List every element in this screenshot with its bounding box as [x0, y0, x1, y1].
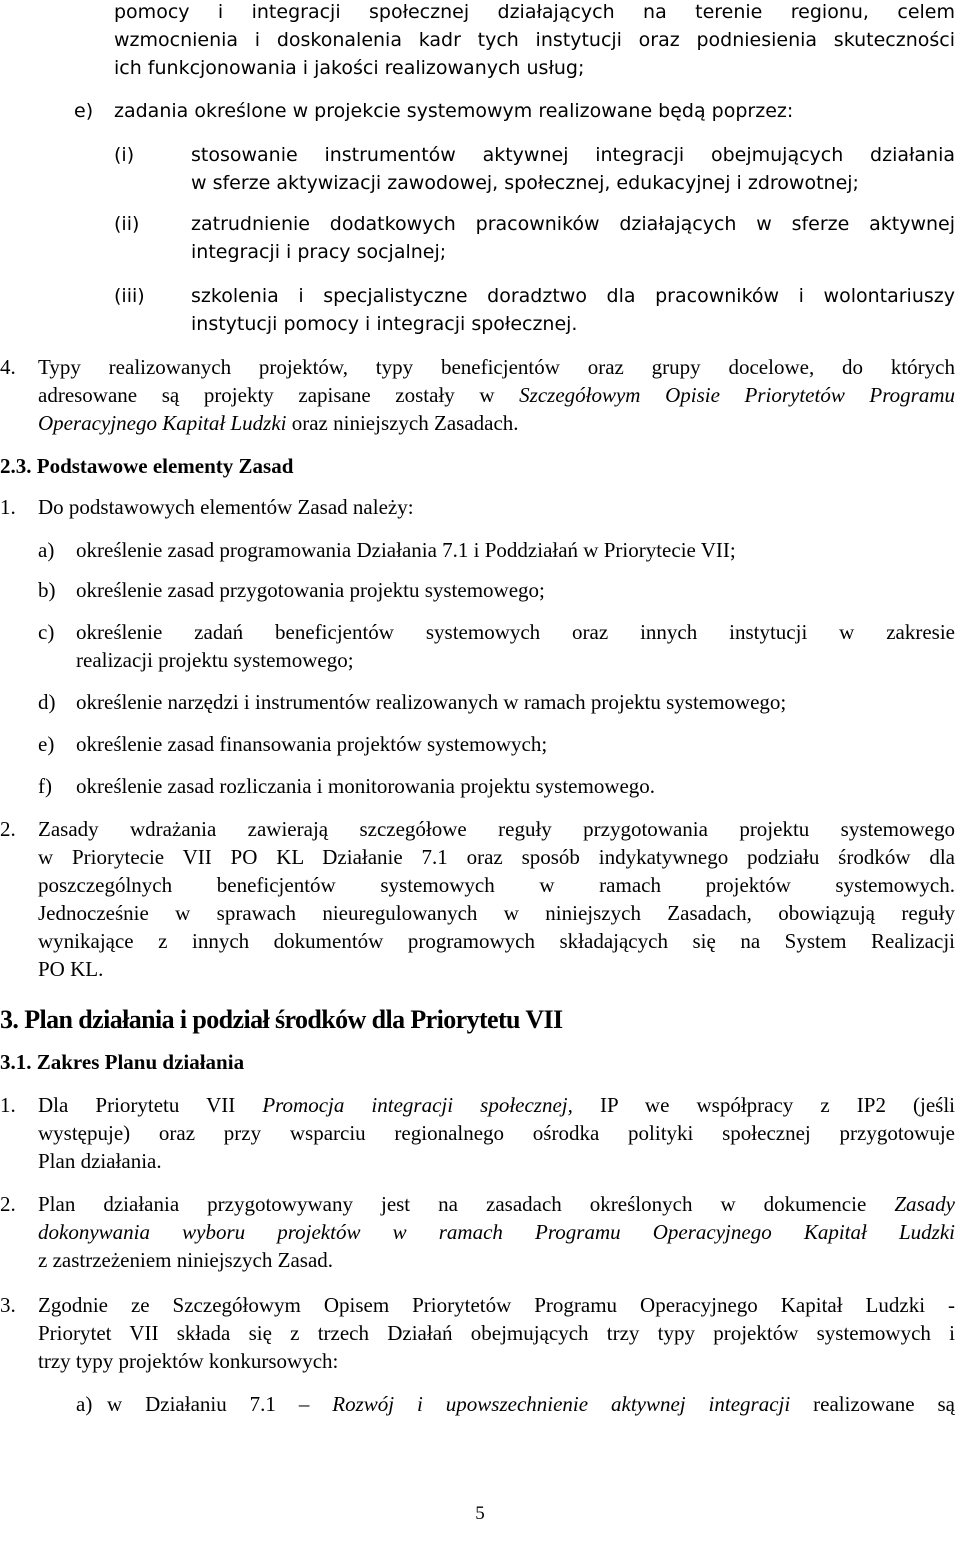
- section-2-3-heading: 2.3. Podstawowe elementy Zasad: [0, 454, 294, 478]
- subitem-i-line-2: w sferze aktywizacji zawodowej, społecznej, edukacyjnej i zdrowotnej;: [191, 172, 859, 194]
- s23-item-b-label: b): [38, 578, 56, 602]
- s31-p3-text: [38, 1291, 955, 1375]
- s23-item-f-text: określenie zasad rozliczania i monitorowania projektu systemowego.: [76, 774, 656, 798]
- s23-item-c-text: [76, 618, 955, 674]
- top-paragraph: [114, 0, 955, 82]
- s31-p3-line-2: Priorytet VII składa się z trzech Działań obejmujących trzy typy projektów systemowych i: [38, 1321, 955, 1345]
- s31-item-a-text: [107, 1390, 955, 1418]
- s23-item-c-line-2: realizacji projektu systemowego;: [76, 648, 354, 672]
- s31-p1-line-2: występuje) oraz przy wsparciu regionalnego ośrodka polityki społecznej przygotowuje: [38, 1121, 955, 1145]
- s31-p3-label: 3.: [0, 1293, 16, 1317]
- point-4-line-3: Operacyjnego Kapitał Ludzki oraz niniejszych Zasadach.: [38, 411, 519, 435]
- s23-item-c-line-1: określenie zadań beneficjentów systemowych oraz innych instytucji w zakresie: [76, 620, 955, 644]
- s31-p2-label: 2.: [0, 1192, 16, 1216]
- s23-p2-line-2: w Priorytecie VII PO KL Działanie 7.1 oraz sposób indykatywnego podziału środków dla: [38, 845, 955, 869]
- s23-item-b-text: określenie zasad przygotowania projektu systemowego;: [76, 578, 545, 602]
- point-4-label: 4.: [0, 355, 16, 379]
- s31-p3-line-3: trzy typy projektów konkursowych:: [38, 1349, 339, 1373]
- subitem-iii-label: (iii): [114, 285, 145, 307]
- s23-item-c-label: c): [38, 620, 55, 644]
- s23-p2-label: 2.: [0, 817, 16, 841]
- subitem-iii-line-1: szkolenia i specjalistyczne doradztwo dla pracowników i wolontariuszy: [191, 285, 955, 307]
- s23-item-d-text: określenie narzędzi i instrumentów realizowanych w ramach projektu systemowego;: [76, 690, 787, 714]
- top-line-1: pomocy i integracji społecznej działających na terenie regionu, celem: [114, 1, 955, 23]
- s31-p1-text: [38, 1091, 955, 1175]
- subitem-i-line-1: stosowanie instrumentów aktywnej integracji obejmujących działania: [191, 144, 955, 166]
- s23-p2-line-3: poszczególnych beneficjentów systemowych w ramach projektów systemowych.: [38, 873, 955, 897]
- subitem-ii-text: [191, 210, 955, 266]
- s23-item-a-text: określenie zasad programowania Działania 7.1 i Poddziałań w Priorytecie VII;: [76, 538, 736, 562]
- s31-item-a-line-1: w Działaniu 7.1 – Rozwój i upowszechnienie aktywnej integracji realizowane są: [107, 1392, 955, 1416]
- s23-p2-line-4: Jednocześnie w sprawach nieuregulowanych w niniejszych Zasadach, obowiązują reguły: [38, 901, 955, 925]
- s23-item-d-label: d): [38, 690, 56, 714]
- top-line-2: wzmocnienia i doskonalenia kadr tych instytucji oraz podniesienia skuteczności: [114, 29, 955, 51]
- s23-p1-text: Do podstawowych elementów Zasad należy:: [38, 495, 414, 519]
- s23-item-e-label: e): [38, 732, 55, 756]
- s31-p1-line-1: Dla Priorytetu VII Promocja integracji społecznej, IP we współpracy z IP2 (jeśli: [38, 1093, 955, 1117]
- s31-p1-label: 1.: [0, 1093, 16, 1117]
- s23-p1-label: 1.: [0, 495, 16, 519]
- point-4-line-1: Typy realizowanych projektów, typy beneficjentów oraz grupy docelowe, do których: [38, 355, 955, 379]
- s31-p2-text: [38, 1190, 955, 1274]
- s31-p2-line-3: z zastrzeżeniem niniejszych Zasad.: [38, 1248, 334, 1272]
- subitem-iii-text: [191, 282, 955, 338]
- s23-item-e-text: określenie zasad finansowania projektów systemowych;: [76, 732, 548, 756]
- s23-p2-line-6: PO KL.: [38, 957, 104, 981]
- subitem-ii-line-2: integracji i pracy socjalnej;: [191, 241, 447, 263]
- s31-p1-line-3: Plan działania.: [38, 1149, 162, 1173]
- s23-p2-line-5: wynikające z innych dokumentów programowych składających się na System Realizacji: [38, 929, 955, 953]
- s23-p2-line-1: Zasady wdrażania zawierają szczegółowe reguły przygotowania projektu systemowego: [38, 817, 955, 841]
- section-3-1-heading: 3.1. Zakres Planu działania: [0, 1050, 245, 1074]
- subitem-i-text: [191, 141, 955, 197]
- s23-item-f-label: f): [38, 774, 52, 798]
- s31-p2-line-1: Plan działania przygotowywany jest na zasadach określonych w dokumencie Zasady: [38, 1192, 955, 1216]
- s31-p3-line-1: Zgodnie ze Szczegółowym Opisem Priorytetów Programu Operacyjnego Kapitał Ludzki -: [38, 1293, 955, 1317]
- section-3-heading: 3. Plan działania i podział środków dla Priorytetu VII: [0, 1005, 563, 1034]
- s31-item-a-label: a): [76, 1392, 93, 1416]
- point-4-text: [38, 353, 955, 437]
- top-line-3: ich funkcjonowania i jakości realizowanych usług;: [114, 57, 585, 79]
- item-e-label: e): [74, 100, 94, 122]
- item-e-text: zadania określone w projekcie systemowym realizowane będą poprzez:: [114, 100, 794, 122]
- subitem-ii-label: (ii): [114, 213, 140, 235]
- s23-p2-text: [38, 815, 955, 983]
- subitem-iii-line-2: instytucji pomocy i integracji społecznej.: [191, 313, 578, 335]
- s23-item-a-label: a): [38, 538, 55, 562]
- point-4-line-2: adresowane są projekty zapisane zostały w Szczegółowym Opisie Priorytetów Programu: [38, 383, 955, 407]
- subitem-ii-line-1: zatrudnienie dodatkowych pracowników działających w sferze aktywnej: [191, 213, 955, 235]
- subitem-i-label: (i): [114, 144, 135, 166]
- page-number: 5: [475, 1503, 485, 1524]
- s31-p2-line-2: dokonywania wyboru projektów w ramach Programu Operacyjnego Kapitał Ludzki: [38, 1220, 955, 1244]
